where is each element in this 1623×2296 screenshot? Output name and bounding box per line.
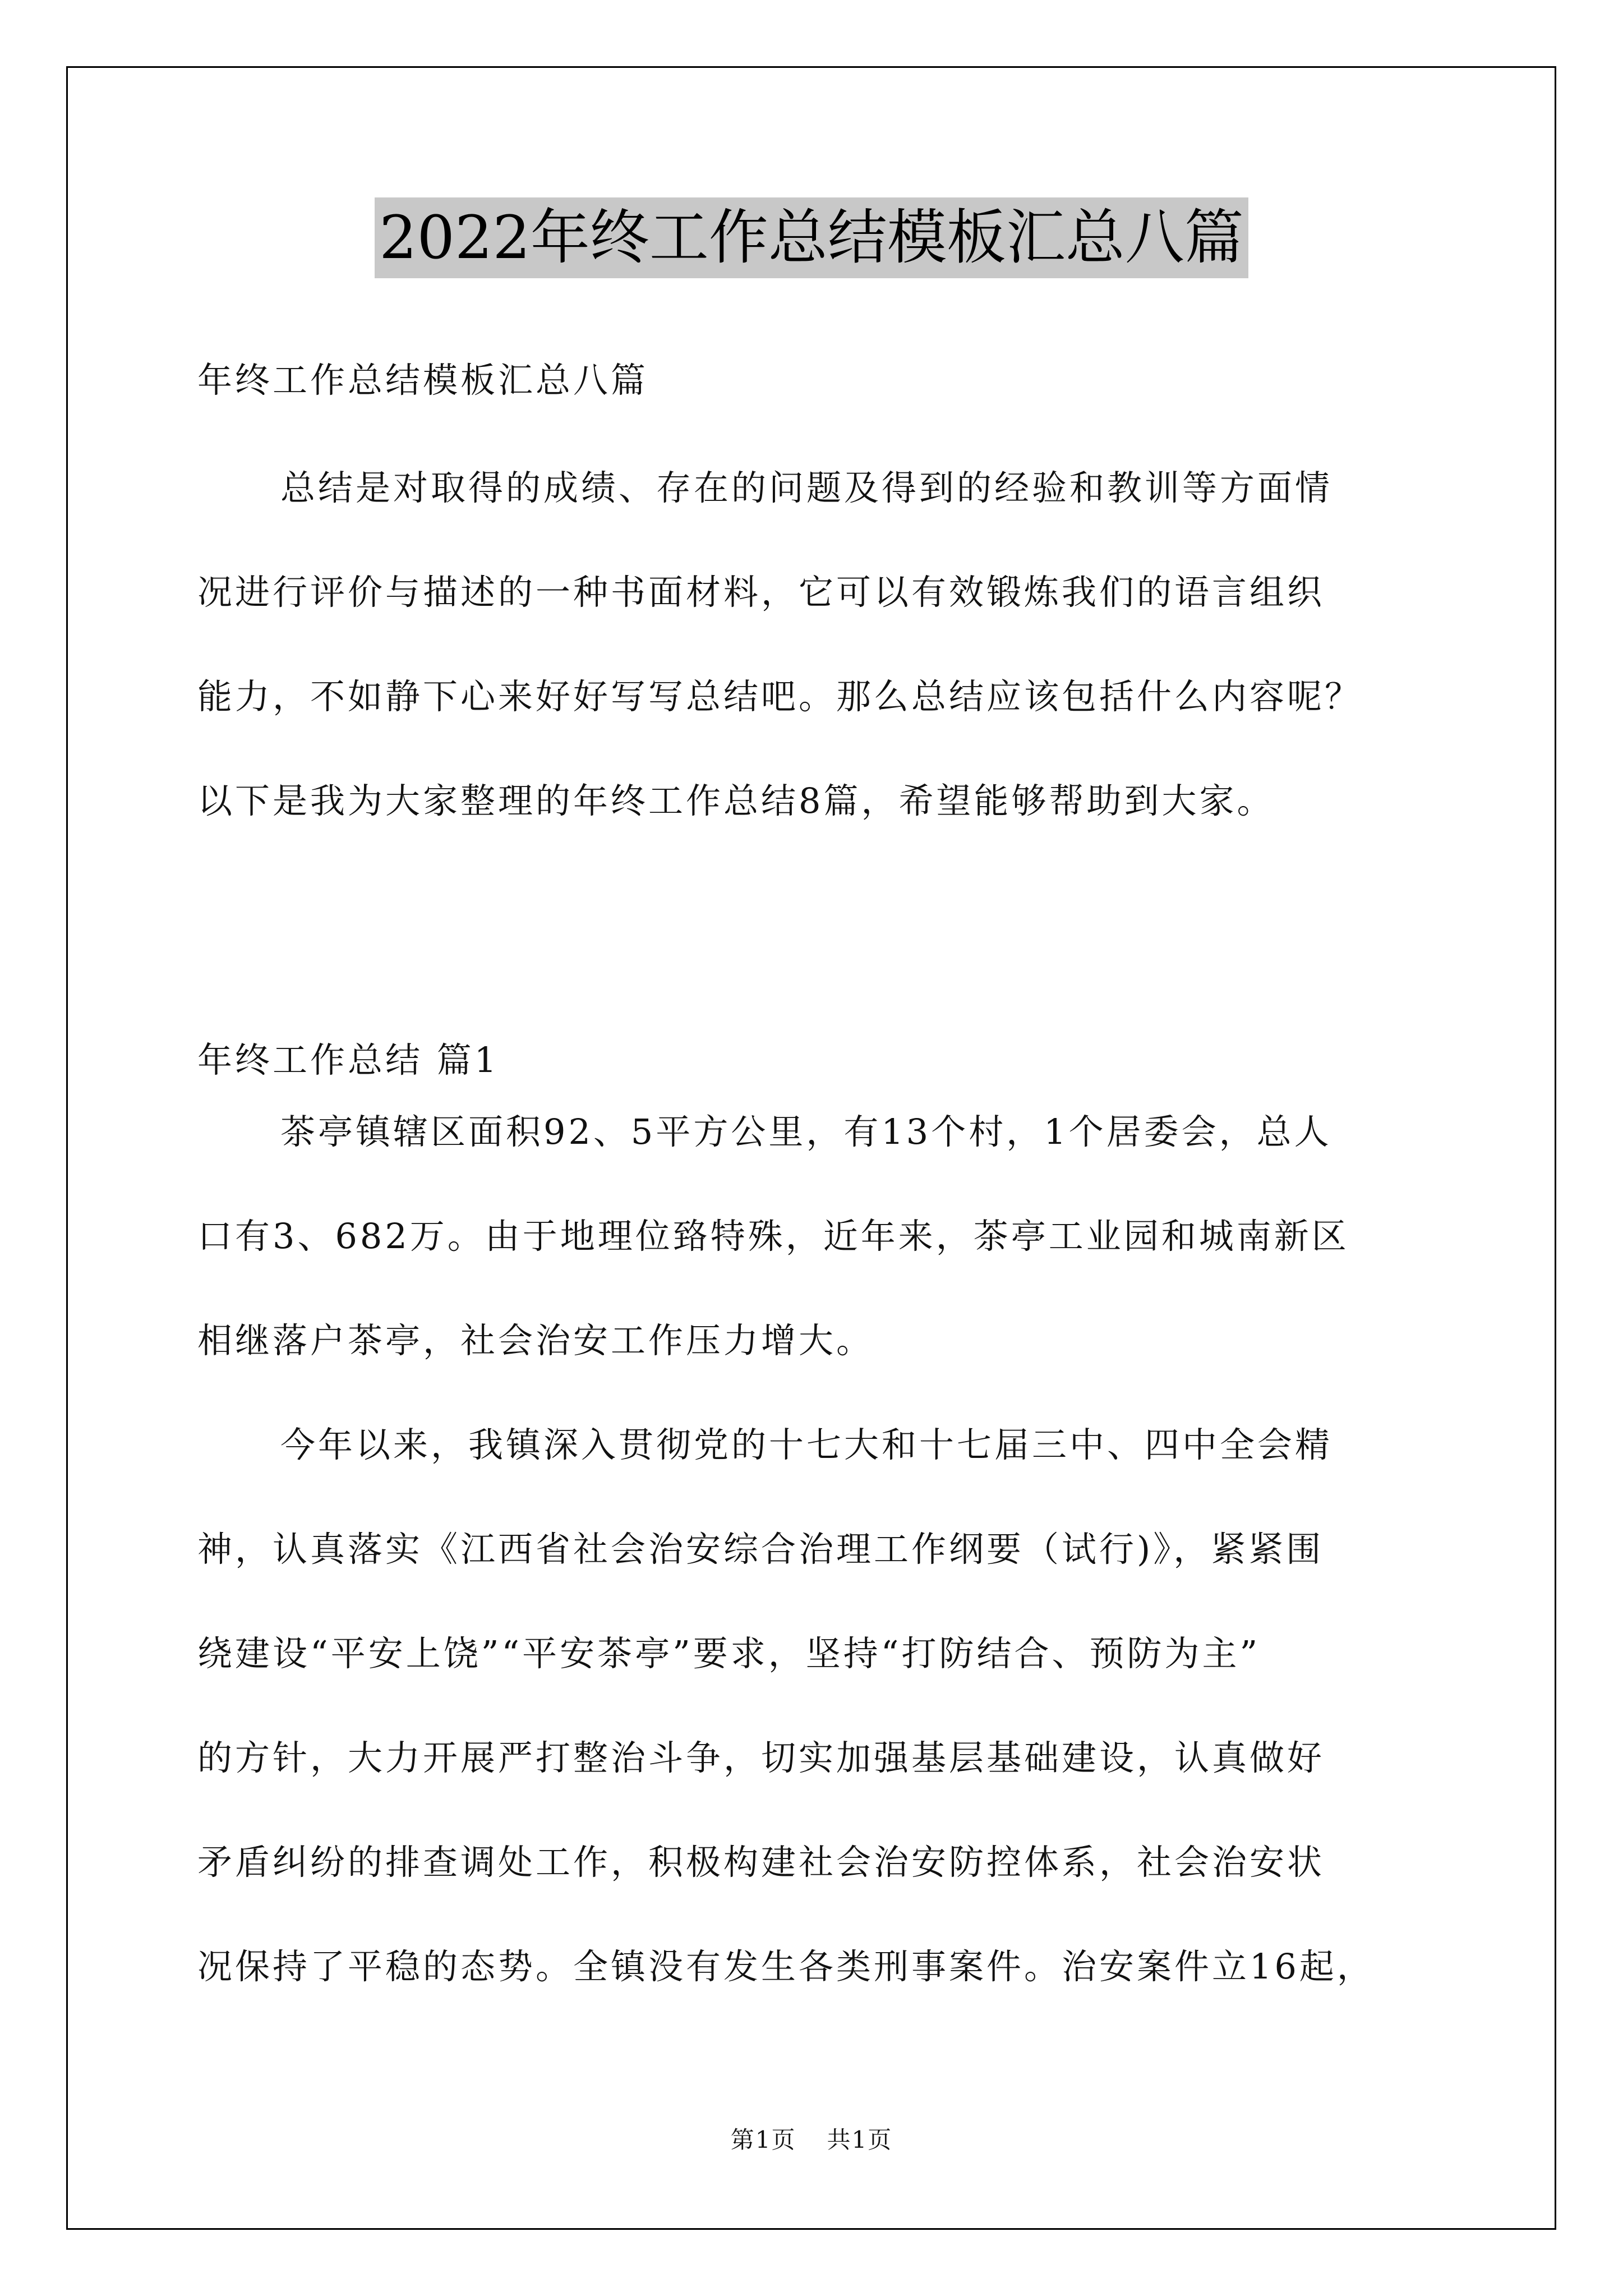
page-number-current: 第1页 xyxy=(730,2126,796,2154)
page-number-total: 共1页 xyxy=(827,2126,893,2154)
paragraph-line: 矛盾纠纷的排查调处工作，积极构建社会治安防控体系，社会治安状 xyxy=(197,1842,1325,1883)
document-subtitle: 年终工作总结模板汇总八篇 xyxy=(197,360,649,401)
intro-line: 总结是对取得的成绩、存在的问题及得到的经验和教训等方面情 xyxy=(280,467,1333,508)
intro-line: 以下是我为大家整理的年终工作总结8篇，希望能够帮助到大家。 xyxy=(197,780,1275,821)
paragraph-line: 相继落户茶亭，社会治安工作压力增大。 xyxy=(197,1320,874,1361)
paragraph-line: 绕建设“平安上饶”“平安茶亭”要求，坚持“打防结合、预防为主” xyxy=(197,1633,1261,1674)
paragraph-line: 茶亭镇辖区面积92、5平方公里，有13个村，1个居委会，总人 xyxy=(280,1111,1332,1152)
intro-line: 况进行评价与描述的一种书面材料，它可以有效锻炼我们的语言组织 xyxy=(197,572,1325,613)
paragraph-line: 今年以来，我镇深入贯彻党的十七大和十七届三中、四中全会精 xyxy=(280,1424,1333,1465)
section-heading: 年终工作总结 篇1 xyxy=(197,1039,500,1080)
title-container xyxy=(0,197,1623,278)
paragraph-line: 口有3、682万。由于地理位臵特殊，近年来，茶亭工业园和城南新区 xyxy=(197,1216,1349,1257)
paragraph-line: 的方针，大力开展严打整治斗争，切实加强基层基础建设，认真做好 xyxy=(197,1737,1325,1778)
page-footer xyxy=(0,2126,1623,2154)
document-title: 2022年终工作总结模板汇总八篇 xyxy=(375,197,1248,278)
paragraph-line: 况保持了平稳的态势。全镇没有发生各类刑事案件。治安案件立16起， xyxy=(197,1946,1375,1987)
intro-line: 能力，不如静下心来好好写写总结吧。那么总结应该包括什么内容呢？ xyxy=(197,676,1363,717)
paragraph-line: 神，认真落实《江西省社会治安综合治理工作纲要（试行)》，紧紧围 xyxy=(197,1529,1324,1570)
